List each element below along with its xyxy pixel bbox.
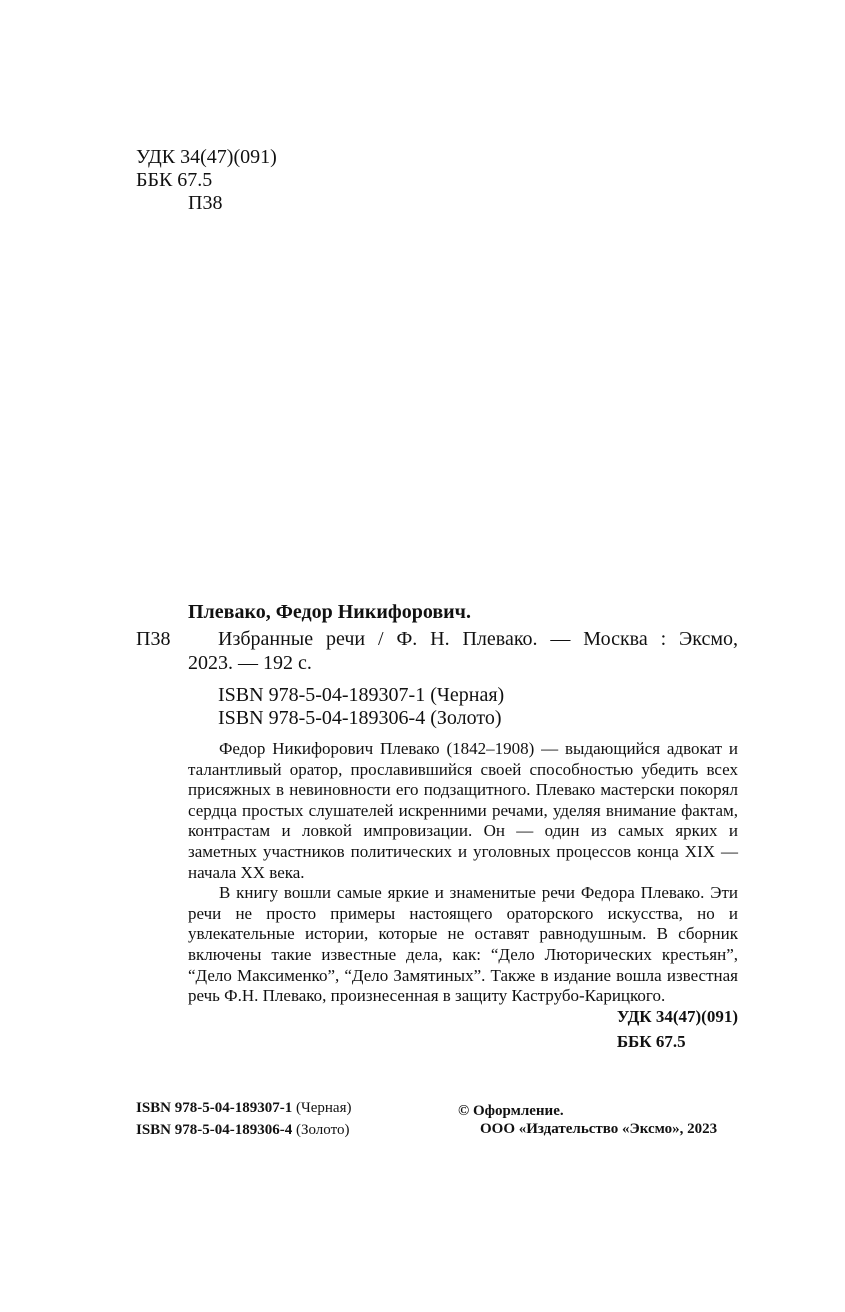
publication-details: 2023. — 192 с. [188,652,312,674]
footer-isbn-row [136,1119,351,1141]
author-mark: П38 [136,628,171,650]
isbn-gold: ISBN 978-5-04-189306-4 (Золото) [218,707,502,729]
udk-code-top: УДК 34(47)(091) [136,146,277,168]
annotation [188,739,738,1007]
copyright-line-1: © Оформление. [458,1103,564,1119]
classification-codes-bottom [617,1004,738,1054]
isbn-black: ISBN 978-5-04-189307-1 (Черная) [218,684,505,706]
title-line: Избранные речи / Ф. Н. Плевако. — Москва : Эксмо, [218,628,738,650]
udk-code-bottom: УДК 34(47)(091) [616,1007,738,1026]
footer-isbn-variant: (Черная) [296,1100,352,1116]
bbk-code-bottom: ББК 67.5 [616,1032,686,1051]
bbk-code-top: ББК 67.5 [136,169,213,191]
copyright-block [458,1102,717,1138]
copyright-line-2: ООО «Издательство «Эксмо», 2023 [480,1121,718,1137]
footer-isbn-number: ISBN 978-5-04-189306-4 [136,1122,293,1138]
annotation-paragraph-1: Федор Никифорович Плевако (1842–1908) — выдающийся адвокат и талантливый оратор, прославившийся своей способностью убедить всех присяжных в невиновности его подзащитного. Плевако мастерски покорял сердца простых слушателей искренними речами, уделяя внимание фактам, контрастам и ловкой импровизации. Он — один из самых ярких и заметных участников политических и уголовных процессов конца XIX — начала XX века. [188,739,738,882]
author-heading: Плевако, Федор Никифорович. [188,601,471,623]
footer-isbn-row [136,1097,351,1119]
footer-isbn-variant: (Золото) [296,1122,350,1138]
author-mark-top: П38 [188,192,223,214]
footer-isbn-block [136,1097,351,1141]
annotation-paragraph-2: В книгу вошли самые яркие и знаменитые речи Федора Плевако. Эти речи не просто примеры настоящего ораторского искусства, но и увлекательные истории, которые не оставят равнодушным. В сборник включены такие известные дела, как: “Дело Люторических крестьян”, “Дело Максименко”, “Дело Замятиных”. Также в издание вошла известная речь Ф.Н. Плевако, произнесенная в защиту Каструбо-Карицкого. [188,883,738,1006]
footer-isbn-number: ISBN 978-5-04-189307-1 [136,1100,293,1116]
